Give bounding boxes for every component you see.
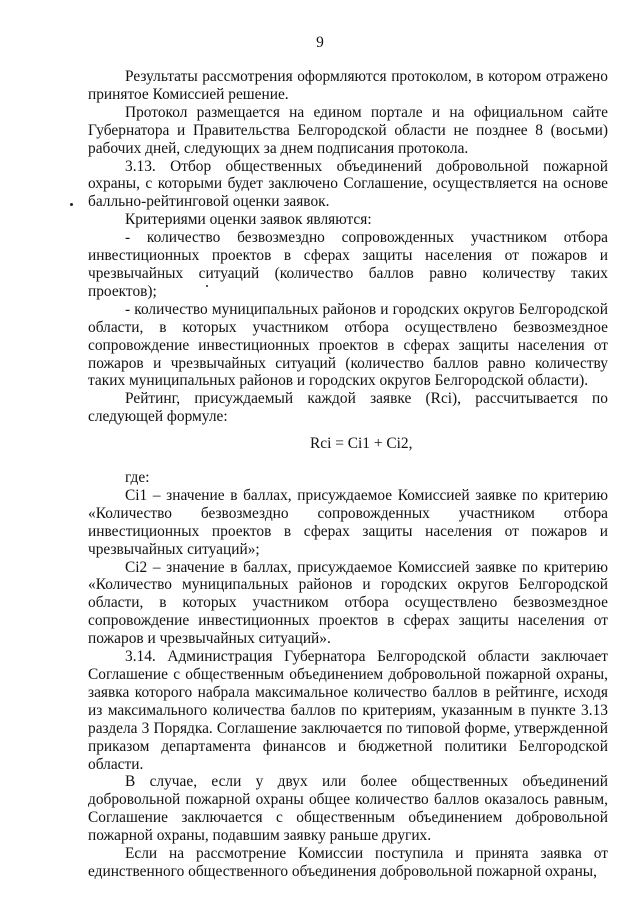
paragraph: Результаты рассмотрения оформляются протоколом, в котором отражено принятое Комиссией решение.	[88, 68, 608, 103]
paragraph: В случае, если у двух или более общественных объединений добровольной пожарной охраны общее количество баллов оказалось равным, Соглашение заключается с общественным объединением добровольной пожарной охраны, подавшим заявку раньше других.	[88, 773, 608, 845]
criterion-item: - количество муниципальных районов и городских округов Белгородской области, в которых участником отбора осуществлено безвозмездное сопровождение инвестиционных проектов в сферах защиты населения от пожаров и чрезвычайных ситуаций (количество баллов равно количеству таких муниципальных районов и городских округов Белгородской области).	[88, 300, 608, 390]
document-body	[88, 68, 608, 881]
rating-paragraph: Рейтинг, присуждаемый каждой заявке (Rci), рассчитывается по следующей формуле:	[88, 390, 608, 426]
paragraph: Протокол размещается на едином портале и на официальном сайте Губернатора и Правительства Белгородской области не позднее 8 (восьми) рабочих дней, следующих за днем подписания протокола.	[88, 103, 608, 157]
paragraph: Если на рассмотрение Комиссии поступила и принята заявка от единственного общественного объединения добровольной пожарной охраны,	[88, 845, 608, 880]
definition-ci2: Ci2 – значение в баллах, присуждаемое Комиссией заявке по критерию «Количество муниципальных районов и городских округов Белгородской области, в которых участником отбора осуществлено безвозмездное сопровождение инвестиционных проектов в сферах защиты населения от пожаров и чрезвычайных ситуаций».	[88, 558, 608, 648]
scan-speck	[70, 203, 73, 206]
definition-ci1: Ci1 – значение в баллах, присуждаемое Комиссией заявке по критерию «Количество безвозмездно сопровожденных участником отбора инвестиционных проектов в сферах защиты населения от пожаров и чрезвычайных ситуаций»;	[88, 486, 608, 558]
where-label: где:	[125, 469, 150, 487]
criteria-heading: Критериями оценки заявок являются:	[125, 211, 372, 229]
criterion-item: - количество безвозмездно сопровожденных участником отбора инвестиционных проектов в сферах защиты населения от пожаров и чрезвычайных ситуаций (количество баллов равно количеству таких проектов);	[88, 229, 608, 300]
rating-formula: Rci = Ci1 + Ci2,	[310, 435, 413, 453]
section-3-14-paragraph: 3.14. Администрация Губернатора Белгородской области заключает Соглашение с общественным объединением добровольной пожарной охраны, заявка которого набрала максимальное количество баллов в рейтинге, исходя из максимального количества баллов по критериям, указанным в пункте 3.13 раздела 3 Порядка. Соглашение заключается по типовой форме, утвержденной приказом департамента финансов и бюджетной политики Белгородской области.	[88, 648, 608, 773]
section-3-13-paragraph: 3.13. Отбор общественных объединений добровольной пожарной охраны, с которыми будет заключено Соглашение, осуществляется на основе балльно-рейтинговой оценки заявок.	[88, 157, 608, 211]
page-number: 9	[316, 34, 324, 51]
